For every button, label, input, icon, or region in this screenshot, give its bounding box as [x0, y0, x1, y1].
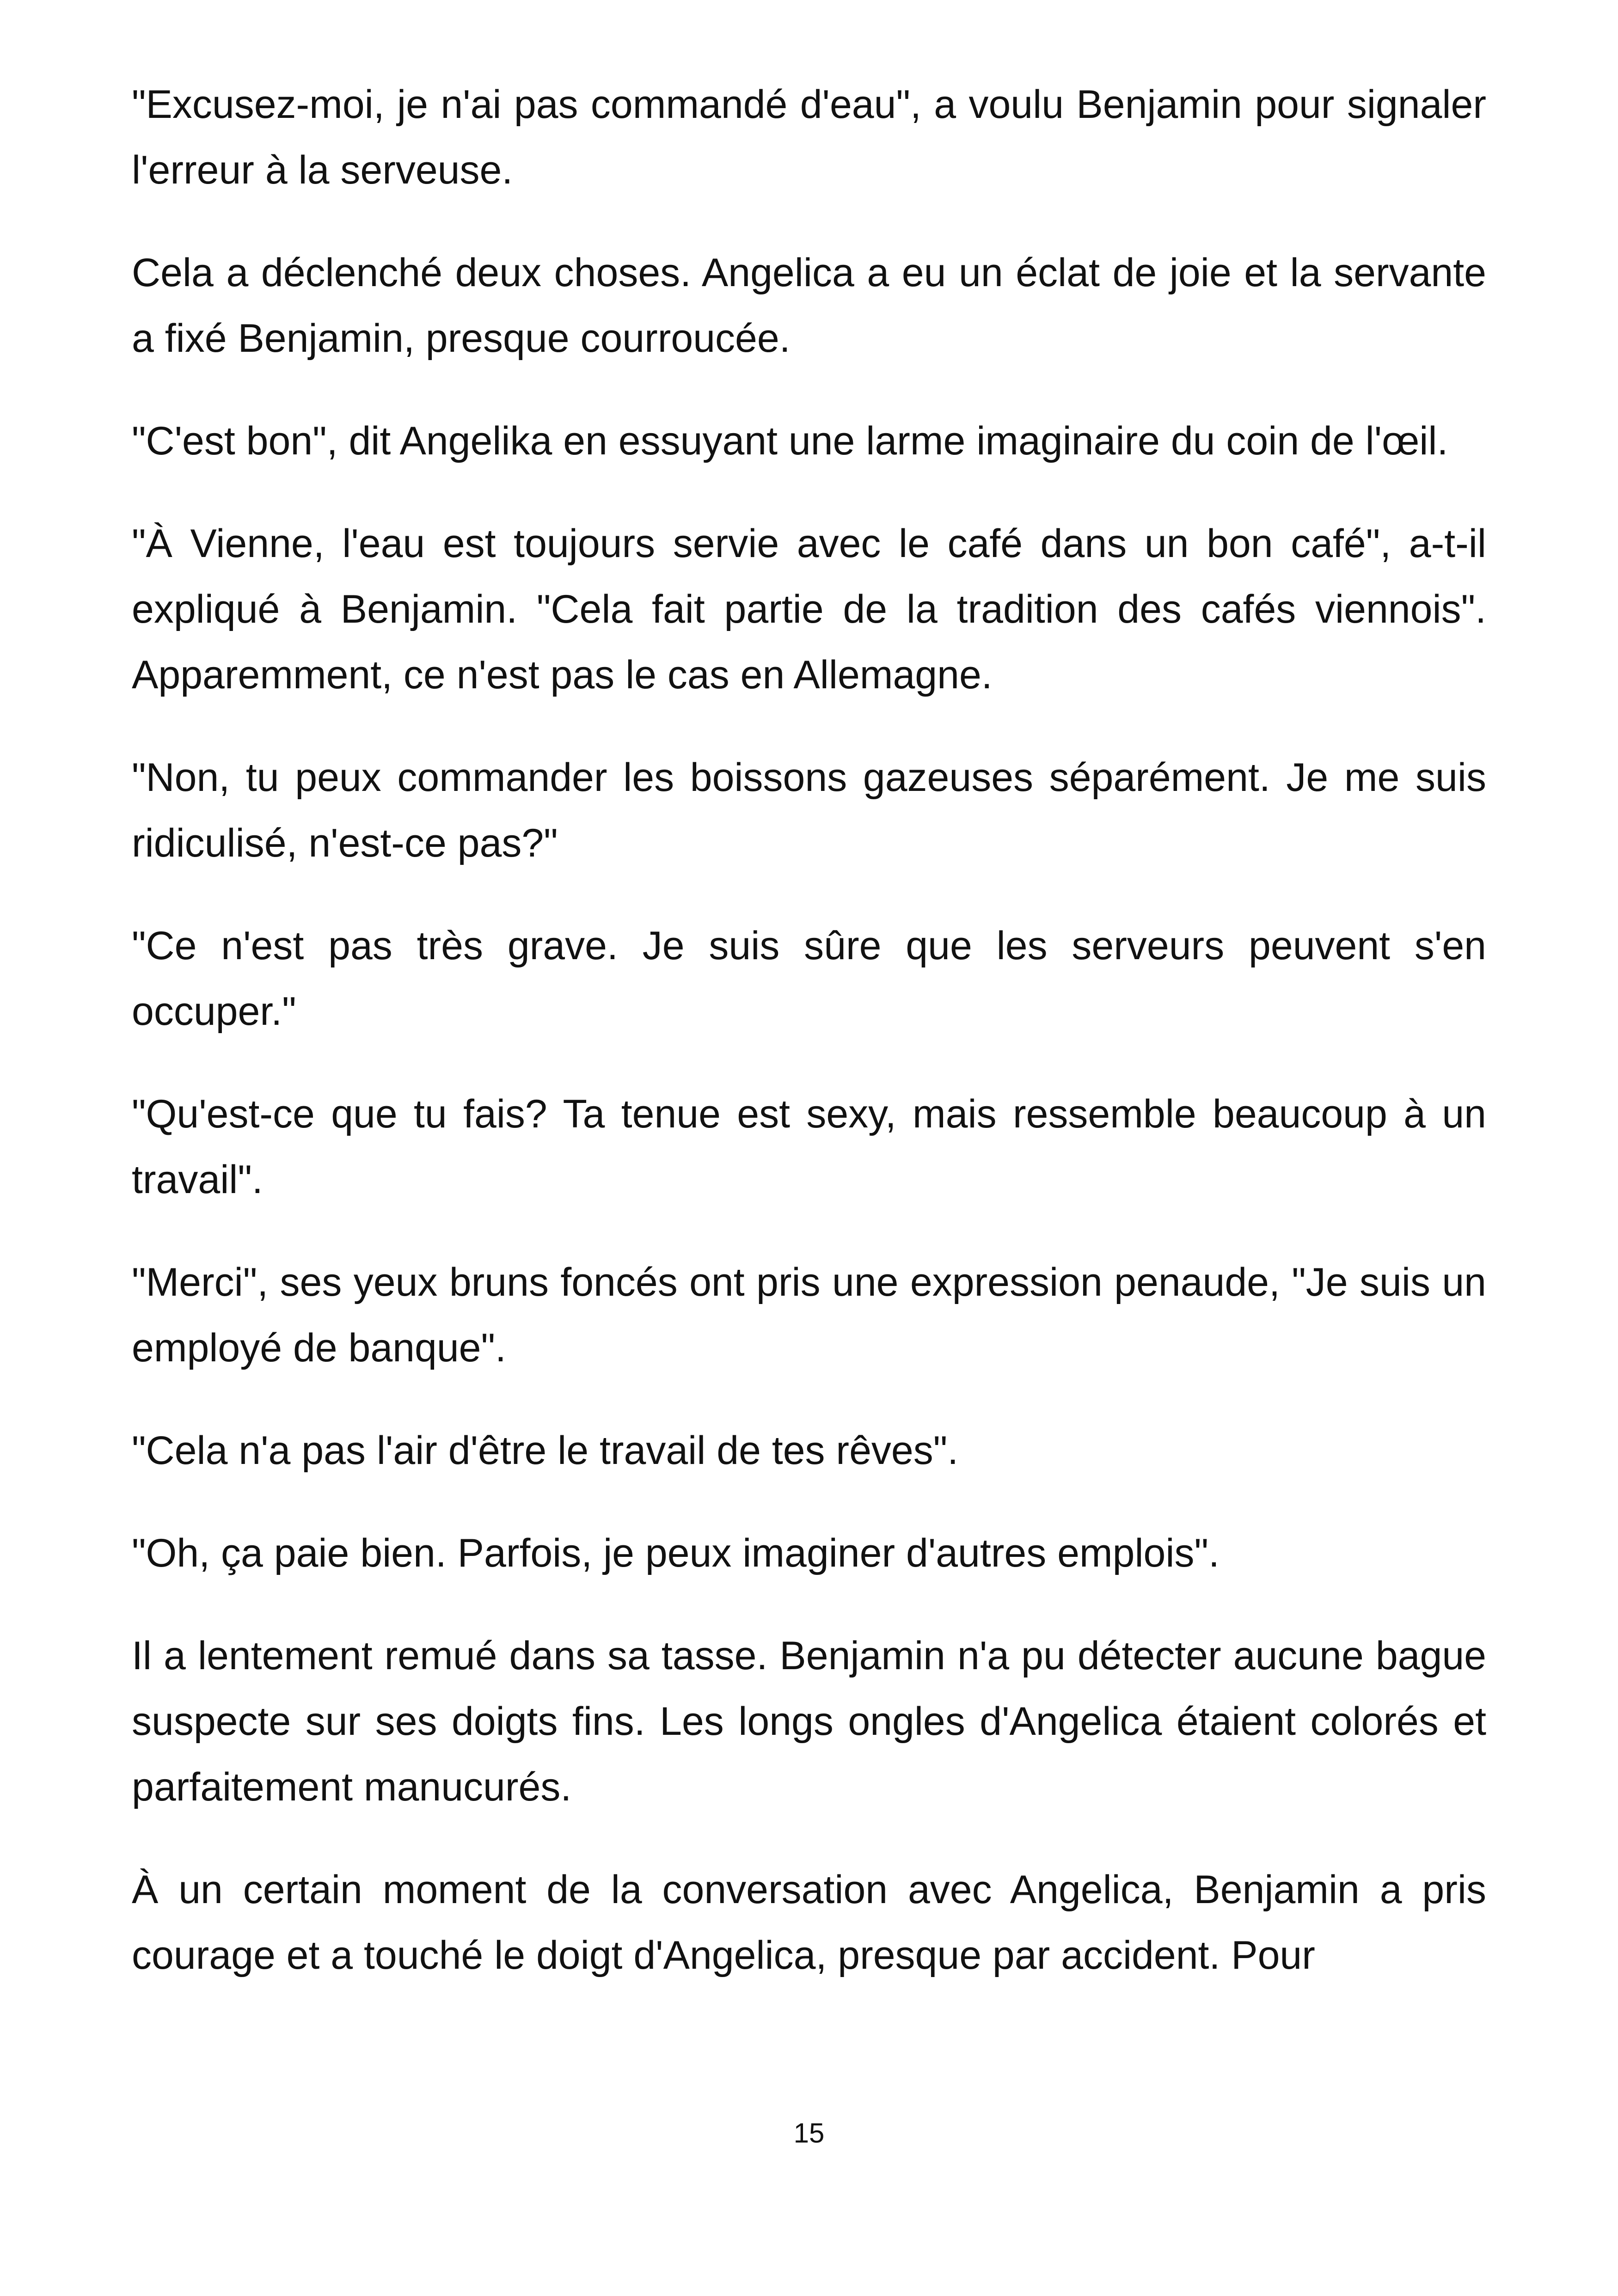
paragraph: "Oh, ça paie bien. Parfois, je peux imaginer d'autres emplois".: [132, 1531, 1220, 1575]
paragraph: "Cela n'a pas l'air d'être le travail de tes rêves".: [132, 1428, 959, 1473]
paragraph: Il a lentement remué dans sa tasse. Benjamin n'a pu détecter aucune bague suspecte sur ses doigts fins. Les longs ongles d'Angelica étaient colorés et parfaitement manucurés.: [132, 1634, 1486, 1809]
paragraph: À un certain moment de la conversation avec Angelica, Benjamin a pris courage et a touché le doigt d'Angelica, presque par accident. Pour: [132, 1867, 1486, 1978]
paragraph: "C'est bon", dit Angelika en essuyant une larme imaginaire du coin de l'œil.: [132, 419, 1448, 463]
paragraph: "À Vienne, l'eau est toujours servie avec le café dans un bon café", a-t-il expliqué à Benjamin. "Cela fait partie de la tradition des cafés viennois". Apparemment, ce n'est pas le cas en Allemagne.: [132, 521, 1486, 697]
paragraph: "Non, tu peux commander les boissons gazeuses séparément. Je me suis ridiculisé, n'est-ce pas?": [132, 755, 1486, 865]
paragraph: "Ce n'est pas très grave. Je suis sûre que les serveurs peuvent s'en occuper.": [132, 924, 1486, 1034]
paragraph: "Merci", ses yeux bruns foncés ont pris une expression penaude, "Je suis un employé de banque".: [132, 1260, 1486, 1370]
page-number: 15: [793, 2118, 825, 2149]
body-text: [132, 72, 1486, 1988]
paragraph: "Excusez-moi, je n'ai pas commandé d'eau", a voulu Benjamin pour signaler l'erreur à la serveuse.: [132, 82, 1486, 192]
paragraph: "Qu'est-ce que tu fais? Ta tenue est sexy, mais ressemble beaucoup à un travail".: [132, 1092, 1486, 1202]
paragraph: Cela a déclenché deux choses. Angelica a eu un éclat de joie et la servante a fixé Benjamin, presque courroucée.: [132, 251, 1486, 361]
